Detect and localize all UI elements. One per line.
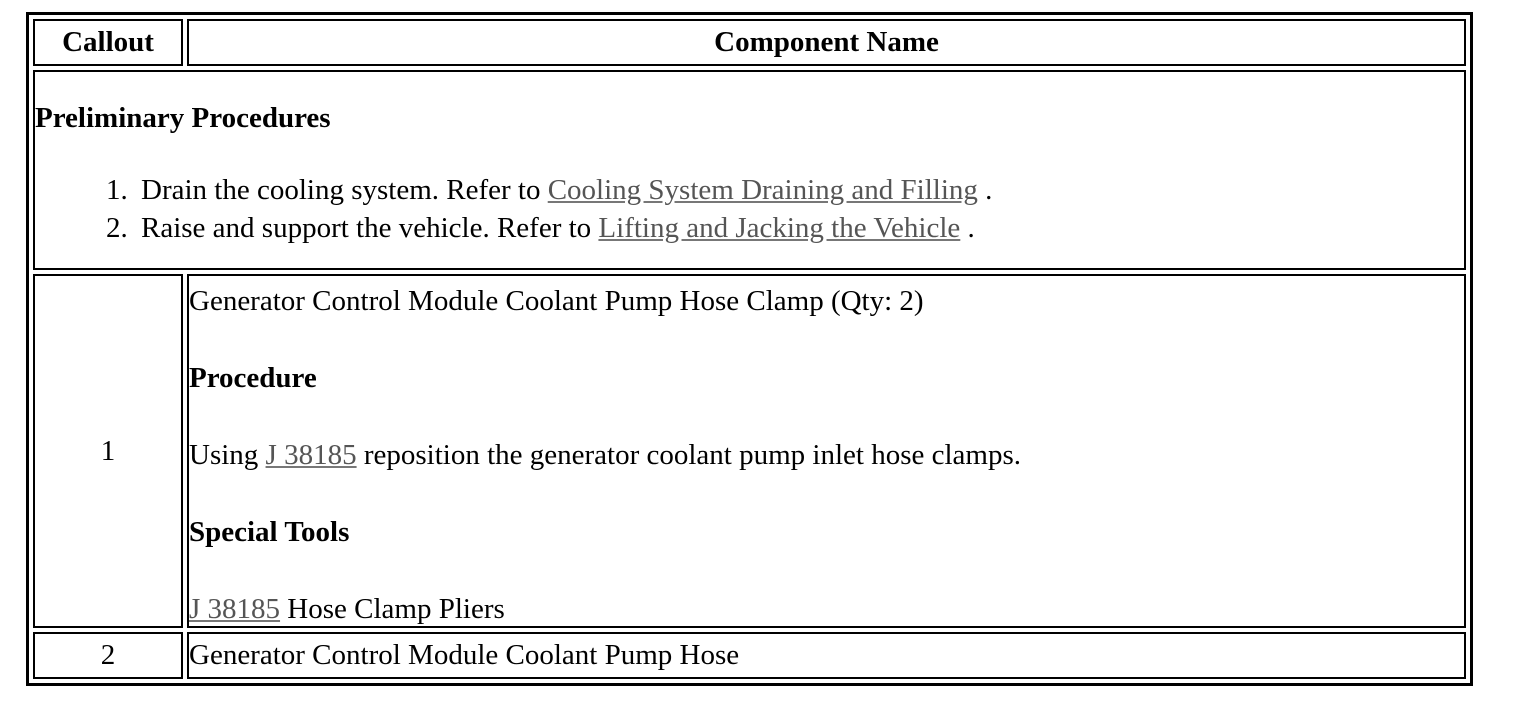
- preliminary-row: [33, 70, 1466, 270]
- step-text: Raise and support the vehicle. Refer to: [141, 212, 592, 244]
- tool-link[interactable]: J 38185: [265, 439, 357, 471]
- procedure-prefix: Using: [189, 439, 259, 471]
- cooling-system-draining-link[interactable]: Cooling System Draining and Filling: [547, 174, 978, 206]
- component-name: Generator Control Module Coolant Pump Hose: [187, 632, 1466, 679]
- component-table: [26, 12, 1473, 686]
- component-name: Generator Control Module Coolant Pump Hose Clamp (Qty: 2): [189, 285, 924, 317]
- step-suffix: .: [967, 212, 975, 244]
- preliminary-step: [135, 209, 1464, 247]
- procedure-heading: Procedure: [189, 362, 317, 394]
- callout-number: 1: [33, 274, 183, 628]
- procedure-text: [189, 438, 1464, 472]
- special-tool-item: [189, 592, 1464, 626]
- preliminary-steps-list: [35, 171, 1464, 247]
- step-suffix: .: [985, 174, 993, 206]
- document: [26, 12, 1473, 686]
- component-cell: [187, 274, 1466, 628]
- step-text: Drain the cooling system. Refer to: [141, 174, 541, 206]
- component-name-column-header: Component Name: [187, 19, 1466, 66]
- special-tools-heading: Special Tools: [189, 516, 350, 548]
- callout-number: 2: [33, 632, 183, 679]
- preliminary-procedures-heading: Preliminary Procedures: [35, 102, 331, 134]
- procedure-suffix: reposition the generator coolant pump inlet hose clamps.: [363, 439, 1022, 471]
- callout-column-header: Callout: [33, 19, 183, 66]
- tool-name: Hose Clamp Pliers: [287, 593, 505, 625]
- tool-link[interactable]: J 38185: [189, 593, 281, 625]
- preliminary-procedures-cell: [33, 70, 1466, 270]
- table-row: [33, 632, 1466, 679]
- preliminary-step: [135, 171, 1464, 209]
- header-row: [33, 19, 1466, 66]
- table-row: [33, 274, 1466, 628]
- lifting-and-jacking-link[interactable]: Lifting and Jacking the Vehicle: [598, 212, 961, 244]
